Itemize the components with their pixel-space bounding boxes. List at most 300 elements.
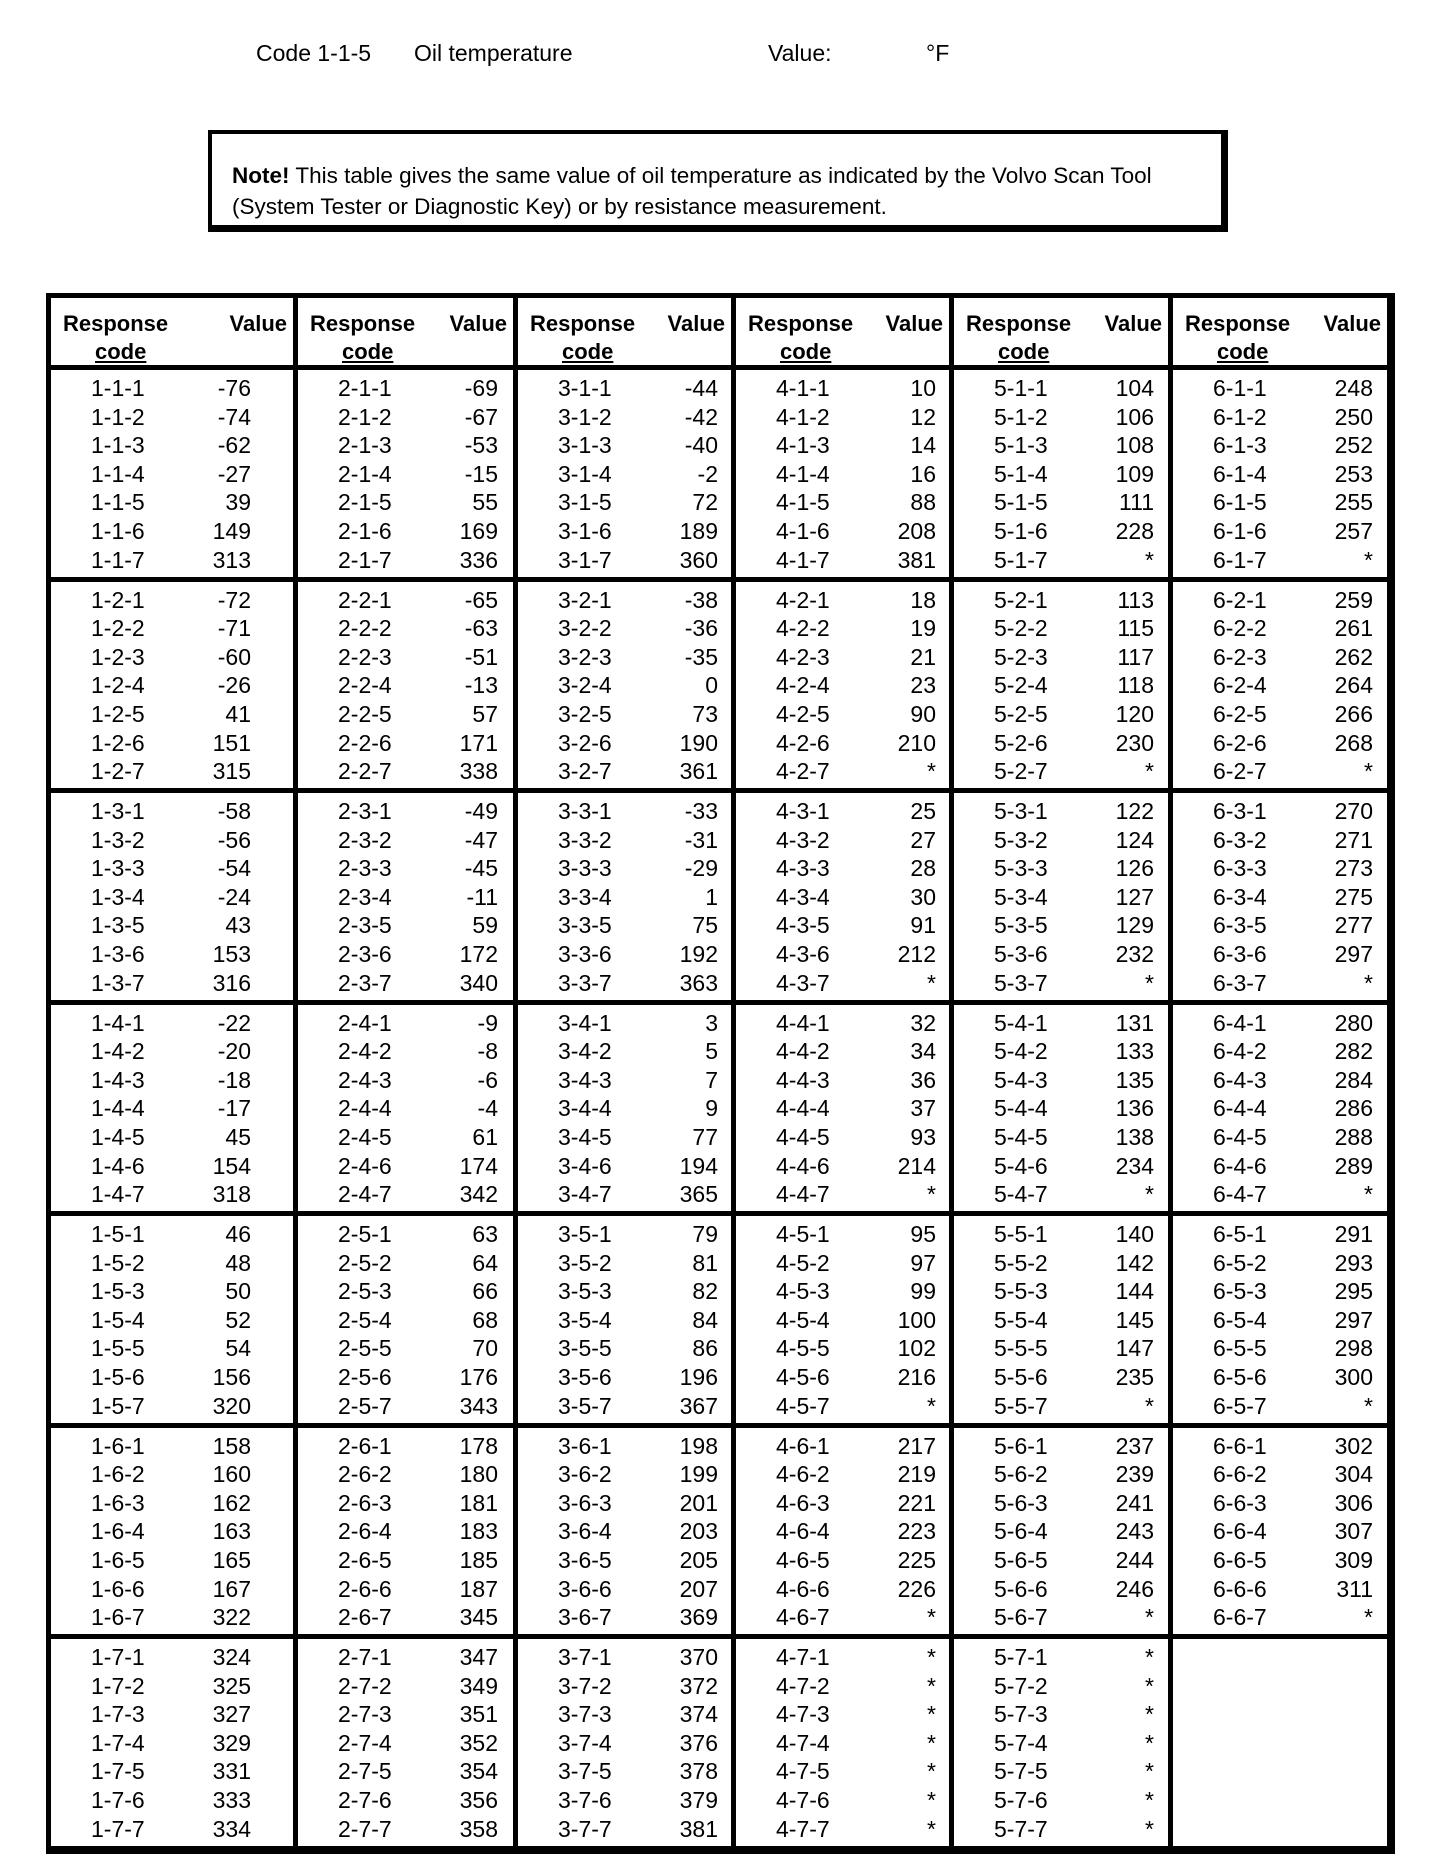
- response-code-cell: 3-3-4: [558, 883, 612, 910]
- value-cell: 81: [692, 1249, 718, 1276]
- response-code-cell: 4-6-2: [776, 1461, 830, 1488]
- response-code-cell: 2-4-2: [338, 1038, 392, 1065]
- response-code-cell: 6-3-1: [1213, 798, 1267, 824]
- value-cell: *: [927, 758, 936, 785]
- value-cell: 19: [910, 615, 936, 642]
- value-cell: 12: [910, 403, 936, 430]
- response-code-cell: 1-3-4: [91, 883, 145, 910]
- value-cell: 343: [459, 1392, 498, 1419]
- page-header: [0, 40, 1456, 76]
- response-code-cell: 2-4-5: [338, 1123, 392, 1150]
- response-code-cell: 3-5-1: [558, 1221, 612, 1247]
- value-cell: 336: [459, 546, 498, 573]
- response-code-cell: 4-3-3: [776, 855, 830, 882]
- value-cell: 50: [225, 1278, 251, 1305]
- value-cell: 70: [472, 1335, 498, 1362]
- response-code-cell: 6-1-5: [1213, 489, 1267, 516]
- response-code-cell: 1-1-2: [91, 403, 145, 430]
- response-code-cell: 6-5-6: [1213, 1364, 1267, 1390]
- response-code-cell: 3-2-7: [558, 758, 612, 785]
- value-cell: 21: [910, 643, 936, 670]
- response-code-cell: 4-1-6: [776, 518, 830, 544]
- response-code-cell: 2-5-7: [338, 1392, 392, 1419]
- value-cell: -51: [464, 643, 498, 670]
- value-cell: 178: [459, 1432, 498, 1459]
- value-cell: 109: [1115, 460, 1154, 487]
- response-code-cell: 2-3-7: [338, 969, 392, 996]
- response-code-cell: 1-1-4: [91, 460, 145, 487]
- response-code-cell: 2-7-2: [338, 1672, 392, 1699]
- value-cell: -47: [464, 826, 498, 853]
- value-cell: 27: [910, 826, 936, 853]
- value-header: Value: [229, 311, 287, 336]
- value-cell: *: [1145, 969, 1154, 996]
- response-code-cell: 6-5-5: [1213, 1335, 1267, 1362]
- value-cell: 329: [212, 1729, 251, 1756]
- value-cell: 235: [1115, 1364, 1154, 1390]
- response-code-cell: 4-4-7: [776, 1181, 830, 1208]
- value-cell: -76: [217, 375, 251, 401]
- response-code-cell: 3-2-1: [558, 586, 612, 613]
- value-cell: 138: [1115, 1123, 1154, 1150]
- response-code-cell: 3-5-2: [558, 1249, 612, 1276]
- value-cell: 309: [1334, 1546, 1373, 1573]
- value-cell: 151: [212, 729, 251, 756]
- column-header: [530, 310, 725, 366]
- value-cell: 356: [459, 1787, 498, 1813]
- response-code-cell: 5-7-6: [994, 1787, 1048, 1813]
- response-code-cell: 1-1-6: [91, 518, 145, 544]
- value-cell: 61: [472, 1123, 498, 1150]
- response-code-cell: 1-6-1: [91, 1432, 145, 1459]
- response-code-cell: 3-7-1: [558, 1644, 612, 1670]
- value-cell: 129: [1115, 912, 1154, 939]
- value-cell: 331: [212, 1758, 251, 1785]
- response-code-cell: 3-4-6: [558, 1152, 612, 1179]
- response-code-cell: 4-5-4: [776, 1306, 830, 1333]
- response-code-cell: 4-1-2: [776, 403, 830, 430]
- response-code-cell: 2-2-6: [338, 729, 392, 756]
- value-cell: 270: [1334, 798, 1373, 824]
- response-code-cell: 5-4-6: [994, 1152, 1048, 1179]
- response-code-cell: 3-3-6: [558, 941, 612, 967]
- response-code-cell: 5-6-5: [994, 1546, 1048, 1573]
- response-code-cell: 4-7-6: [776, 1787, 830, 1813]
- value-cell: 86: [692, 1335, 718, 1362]
- response-header: Response: [748, 311, 854, 336]
- value-cell: -2: [697, 460, 718, 487]
- value-cell: 381: [897, 546, 936, 573]
- value-cell: *: [1364, 969, 1373, 996]
- value-cell: -56: [217, 826, 251, 853]
- value-cell: 25: [910, 798, 936, 824]
- response-code-cell: 2-2-3: [338, 643, 392, 670]
- value-cell: 192: [679, 941, 718, 967]
- response-code-cell: 1-7-2: [91, 1672, 145, 1699]
- response-code-cell: 3-4-1: [558, 1009, 612, 1036]
- response-code-cell: 2-5-5: [338, 1335, 392, 1362]
- response-code-cell: 5-7-5: [994, 1758, 1048, 1785]
- value-cell: 257: [1334, 518, 1373, 544]
- value-cell: 169: [459, 518, 498, 544]
- value-cell: -15: [464, 460, 498, 487]
- group-divider: [51, 788, 1387, 793]
- response-code-cell: 1-7-3: [91, 1701, 145, 1728]
- column-divider: [949, 298, 954, 1846]
- response-code-cell: 5-4-3: [994, 1066, 1048, 1093]
- value-cell: 221: [897, 1489, 936, 1516]
- value-cell: 135: [1115, 1066, 1154, 1093]
- value-cell: 381: [679, 1815, 718, 1842]
- value-cell: *: [927, 1644, 936, 1670]
- value-cell: 149: [212, 518, 251, 544]
- response-code-cell: 2-3-3: [338, 855, 392, 882]
- value-cell: 340: [459, 969, 498, 996]
- response-code-cell: 5-2-2: [994, 615, 1048, 642]
- value-cell: 253: [1334, 460, 1373, 487]
- response-code-cell: 6-4-3: [1213, 1066, 1267, 1093]
- response-code-cell: 5-3-3: [994, 855, 1048, 882]
- value-cell: -42: [684, 403, 718, 430]
- response-code-cell: 4-7-3: [776, 1701, 830, 1728]
- response-code-cell: 1-5-5: [91, 1335, 145, 1362]
- value-cell: 82: [692, 1278, 718, 1305]
- value-cell: 318: [212, 1181, 251, 1208]
- value-cell: -35: [684, 643, 718, 670]
- response-code-cell: 2-5-4: [338, 1306, 392, 1333]
- response-code-cell: 5-6-4: [994, 1518, 1048, 1545]
- response-code-cell: 4-3-4: [776, 883, 830, 910]
- response-code-cell: 5-1-5: [994, 489, 1048, 516]
- value-cell: 57: [472, 700, 498, 727]
- response-code-cell: 2-3-5: [338, 912, 392, 939]
- value-cell: 261: [1334, 615, 1373, 642]
- note-text: This table gives the same value of oil temperature as indicated by the Volvo Scan Tool (System Tester or Diagnostic Key) or by resistance measurement.: [232, 163, 1152, 219]
- response-code-cell: 1-6-3: [91, 1489, 145, 1516]
- response-code-cell: 5-2-5: [994, 700, 1048, 727]
- value-cell: -65: [464, 586, 498, 613]
- response-code-cell: 4-4-6: [776, 1152, 830, 1179]
- response-code-cell: 5-4-4: [994, 1095, 1048, 1122]
- value-cell: *: [927, 1758, 936, 1785]
- value-cell: *: [927, 1701, 936, 1728]
- value-cell: 214: [897, 1152, 936, 1179]
- response-code-cell: 4-7-4: [776, 1729, 830, 1756]
- response-code-cell: 6-3-5: [1213, 912, 1267, 939]
- response-code-cell: 4-1-3: [776, 432, 830, 459]
- value-cell: 365: [679, 1181, 718, 1208]
- value-cell: *: [927, 1815, 936, 1842]
- response-code-cell: 3-1-3: [558, 432, 612, 459]
- value-cell: 84: [692, 1306, 718, 1333]
- value-cell: 117: [1117, 643, 1154, 670]
- value-cell: 73: [692, 700, 718, 727]
- value-cell: 219: [897, 1461, 936, 1488]
- value-cell: 284: [1334, 1066, 1373, 1093]
- code-header: code: [1217, 339, 1269, 364]
- response-code-cell: 5-6-2: [994, 1461, 1048, 1488]
- response-code-cell: 2-2-5: [338, 700, 392, 727]
- page-title: Oil temperature: [414, 40, 573, 66]
- value-cell: *: [1145, 1644, 1154, 1670]
- value-cell: -72: [217, 586, 251, 613]
- value-cell: 91: [910, 912, 936, 939]
- response-code-cell: 2-1-2: [338, 403, 392, 430]
- response-code-cell: 1-7-1: [91, 1644, 145, 1670]
- response-code-cell: 4-1-4: [776, 460, 830, 487]
- response-code-cell: 3-5-7: [558, 1392, 612, 1419]
- response-code-cell: 1-6-2: [91, 1461, 145, 1488]
- response-code-cell: 4-4-1: [776, 1009, 830, 1036]
- value-cell: *: [1364, 1604, 1373, 1631]
- value-cell: *: [1364, 1392, 1373, 1419]
- response-code-cell: 6-5-7: [1213, 1392, 1267, 1419]
- value-cell: 378: [679, 1758, 718, 1785]
- value-cell: 66: [472, 1278, 498, 1305]
- response-code-cell: 2-6-7: [338, 1604, 392, 1631]
- response-code-cell: 4-2-3: [776, 643, 830, 670]
- value-cell: *: [1145, 1701, 1154, 1728]
- value-cell: -74: [217, 403, 251, 430]
- value-cell: 268: [1334, 729, 1373, 756]
- value-cell: 282: [1334, 1038, 1373, 1065]
- value-cell: 36: [910, 1066, 936, 1093]
- column-divider: [513, 298, 518, 1846]
- response-code-cell: 1-2-2: [91, 615, 145, 642]
- value-cell: 147: [1115, 1335, 1154, 1362]
- value-cell: 226: [897, 1575, 936, 1602]
- response-code-cell: 3-6-3: [558, 1489, 612, 1516]
- response-code-cell: 3-6-6: [558, 1575, 612, 1602]
- response-code-cell: 4-7-2: [776, 1672, 830, 1699]
- response-code-cell: 5-3-1: [994, 798, 1048, 824]
- value-cell: -31: [684, 826, 718, 853]
- response-code-cell: 1-4-7: [91, 1181, 145, 1208]
- value-cell: 59: [472, 912, 498, 939]
- value-cell: 223: [897, 1518, 936, 1545]
- response-code-cell: 3-6-5: [558, 1546, 612, 1573]
- value-cell: 370: [679, 1644, 718, 1670]
- response-code-cell: 6-4-5: [1213, 1123, 1267, 1150]
- value-cell: 286: [1334, 1095, 1373, 1122]
- response-code-cell: 6-2-1: [1213, 586, 1267, 613]
- value-cell: 108: [1115, 432, 1154, 459]
- response-code-cell: 4-5-6: [776, 1364, 830, 1390]
- response-code-cell: 4-2-7: [776, 758, 830, 785]
- response-code-cell: 3-4-4: [558, 1095, 612, 1122]
- value-cell: *: [1145, 1758, 1154, 1785]
- value-cell: 10: [910, 375, 936, 401]
- response-code-cell: 5-4-2: [994, 1038, 1048, 1065]
- column-divider: [1168, 298, 1173, 1846]
- response-code-cell: 3-2-5: [558, 700, 612, 727]
- value-cell: 113: [1117, 586, 1154, 613]
- response-code-cell: 6-1-1: [1213, 375, 1267, 401]
- value-label: Value:: [768, 40, 832, 66]
- value-cell: 162: [212, 1489, 251, 1516]
- response-code-cell: 5-2-4: [994, 672, 1048, 699]
- value-cell: 156: [212, 1364, 251, 1390]
- response-code-cell: 3-4-3: [558, 1066, 612, 1093]
- value-cell: 250: [1334, 403, 1373, 430]
- response-code-cell: 2-4-7: [338, 1181, 392, 1208]
- group-divider: [51, 1423, 1387, 1428]
- response-code-cell: 1-5-4: [91, 1306, 145, 1333]
- response-code-cell: 4-7-5: [776, 1758, 830, 1785]
- value-cell: 124: [1115, 826, 1154, 853]
- value-cell: 354: [459, 1758, 498, 1785]
- value-cell: *: [1364, 1181, 1373, 1208]
- response-code-cell: 1-7-6: [91, 1787, 145, 1813]
- response-code-cell: 6-4-6: [1213, 1152, 1267, 1179]
- value-cell: 23: [910, 672, 936, 699]
- column-header: [748, 310, 943, 366]
- response-code-cell: 3-3-3: [558, 855, 612, 882]
- response-code-table: [46, 293, 1395, 1854]
- response-code-cell: 1-4-6: [91, 1152, 145, 1179]
- value-cell: 369: [679, 1604, 718, 1631]
- response-header: Response: [1185, 311, 1291, 336]
- response-code-cell: 4-5-3: [776, 1278, 830, 1305]
- response-code-cell: 5-2-3: [994, 643, 1048, 670]
- value-cell: 295: [1334, 1278, 1373, 1305]
- response-code-cell: 4-6-7: [776, 1604, 830, 1631]
- value-cell: 363: [679, 969, 718, 996]
- value-cell: *: [1145, 1181, 1154, 1208]
- value-cell: 5: [705, 1038, 718, 1065]
- value-cell: 9: [705, 1095, 718, 1122]
- column-divider: [293, 298, 298, 1846]
- response-code-cell: 4-3-7: [776, 969, 830, 996]
- value-cell: 241: [1115, 1489, 1154, 1516]
- value-cell: 379: [679, 1787, 718, 1813]
- value-cell: 18: [910, 586, 936, 613]
- response-code-cell: 3-1-7: [558, 546, 612, 573]
- value-cell: -20: [217, 1038, 251, 1065]
- note-box: [208, 130, 1228, 232]
- value-cell: 320: [212, 1392, 251, 1419]
- value-cell: 185: [459, 1546, 498, 1573]
- response-code-cell: 5-6-1: [994, 1432, 1048, 1459]
- value-cell: 264: [1334, 672, 1373, 699]
- value-cell: 210: [897, 729, 936, 756]
- value-cell: -27: [217, 460, 251, 487]
- value-cell: -71: [217, 615, 251, 642]
- value-cell: 262: [1334, 643, 1373, 670]
- response-code-cell: 5-6-7: [994, 1604, 1048, 1631]
- column-divider: [731, 298, 736, 1846]
- value-cell: *: [927, 1729, 936, 1756]
- response-code-cell: 2-7-5: [338, 1758, 392, 1785]
- value-cell: 205: [679, 1546, 718, 1573]
- response-code-cell: 3-7-6: [558, 1787, 612, 1813]
- response-code-cell: 5-5-6: [994, 1364, 1048, 1390]
- value-cell: -29: [684, 855, 718, 882]
- response-code-cell: 6-2-3: [1213, 643, 1267, 670]
- response-code-cell: 4-2-2: [776, 615, 830, 642]
- value-cell: *: [1145, 1729, 1154, 1756]
- value-cell: 111: [1119, 489, 1154, 516]
- value-cell: 90: [910, 700, 936, 727]
- response-code-cell: 3-6-7: [558, 1604, 612, 1631]
- response-code-cell: 5-7-2: [994, 1672, 1048, 1699]
- value-cell: 167: [212, 1575, 251, 1602]
- response-code-cell: 3-7-3: [558, 1701, 612, 1728]
- code-header: code: [780, 339, 832, 364]
- value-cell: 7: [705, 1066, 718, 1093]
- response-code-cell: 5-1-6: [994, 518, 1048, 544]
- value-cell: 0: [705, 672, 718, 699]
- response-code-cell: 5-1-3: [994, 432, 1048, 459]
- value-cell: *: [927, 1604, 936, 1631]
- code-header: code: [95, 339, 147, 364]
- response-code-cell: 2-4-3: [338, 1066, 392, 1093]
- response-code-cell: 1-5-7: [91, 1392, 145, 1419]
- value-cell: -17: [217, 1095, 251, 1122]
- value-cell: 325: [212, 1672, 251, 1699]
- value-cell: 358: [459, 1815, 498, 1842]
- group-divider: [51, 1211, 1387, 1216]
- value-cell: 289: [1334, 1152, 1373, 1179]
- value-cell: 95: [910, 1221, 936, 1247]
- response-code-cell: 6-2-2: [1213, 615, 1267, 642]
- value-cell: 100: [897, 1306, 936, 1333]
- column-header: [1185, 310, 1381, 366]
- response-code-cell: 6-4-4: [1213, 1095, 1267, 1122]
- value-header: Value: [1104, 311, 1162, 336]
- response-code-cell: 4-7-1: [776, 1644, 830, 1670]
- response-code-cell: 3-6-1: [558, 1432, 612, 1459]
- response-code-cell: 6-1-6: [1213, 518, 1267, 544]
- response-code-cell: 2-1-6: [338, 518, 392, 544]
- value-cell: 183: [459, 1518, 498, 1545]
- response-code-cell: 5-7-1: [994, 1644, 1048, 1670]
- response-code-cell: 2-1-5: [338, 489, 392, 516]
- value-cell: 248: [1334, 375, 1373, 401]
- value-cell: 271: [1334, 826, 1373, 853]
- response-code-cell: 1-7-5: [91, 1758, 145, 1785]
- response-code-cell: 4-3-2: [776, 826, 830, 853]
- response-code-cell: 6-2-7: [1213, 758, 1267, 785]
- value-cell: 307: [1334, 1518, 1373, 1545]
- value-cell: -58: [217, 798, 251, 824]
- response-code-cell: 6-2-6: [1213, 729, 1267, 756]
- value-cell: -40: [684, 432, 718, 459]
- response-header: Response: [310, 311, 416, 336]
- value-cell: -18: [217, 1066, 251, 1093]
- value-cell: 163: [212, 1518, 251, 1545]
- response-code-cell: 6-3-2: [1213, 826, 1267, 853]
- value-cell: 338: [459, 758, 498, 785]
- response-code-cell: 2-4-4: [338, 1095, 392, 1122]
- value-cell: 28: [910, 855, 936, 882]
- value-cell: 77: [692, 1123, 718, 1150]
- response-code-cell: 1-1-7: [91, 546, 145, 573]
- response-code-cell: 6-6-7: [1213, 1604, 1267, 1631]
- value-cell: 46: [225, 1221, 251, 1247]
- value-cell: -26: [217, 672, 251, 699]
- value-cell: 324: [212, 1644, 251, 1670]
- response-code-cell: 3-1-2: [558, 403, 612, 430]
- response-code-cell: 5-1-4: [994, 460, 1048, 487]
- response-code-cell: 1-3-2: [91, 826, 145, 853]
- value-cell: 43: [225, 912, 251, 939]
- value-cell: 342: [459, 1181, 498, 1208]
- response-code-cell: 5-6-3: [994, 1489, 1048, 1516]
- value-cell: 1: [705, 883, 718, 910]
- value-cell: 351: [459, 1701, 498, 1728]
- value-cell: 194: [679, 1152, 718, 1179]
